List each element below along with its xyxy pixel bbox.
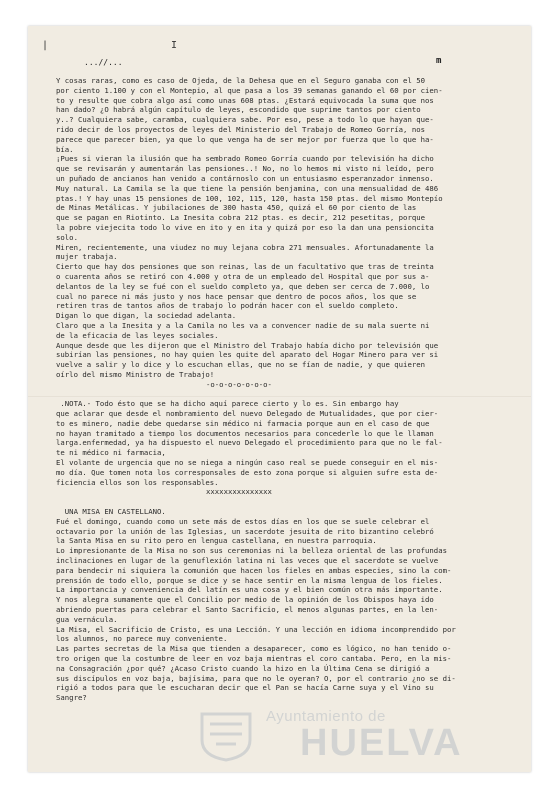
text-line: -o-o-o-o-o-o-o- bbox=[206, 379, 272, 389]
text-line: no hayan tramitado a tiempo los documentos necesarios para concederle lo que le llaman bbox=[56, 428, 434, 438]
text-line: La Misa, el Sacrificio de Cristo, es una Lección. Y una lección en idioma incomprendido por bbox=[56, 624, 456, 634]
text-line: gua vernácula. bbox=[56, 614, 118, 624]
text-line: abriendo puertas para celebrar el Santo Sacrificio, el menos algunas partes, en la len- bbox=[56, 605, 439, 615]
text-line: de la eficacia de las leyes sociales. bbox=[56, 330, 219, 340]
text-line: .NOTA.- Todo ésto que se ha dicho aquí parece cierto y lo es. Sin embargo hay bbox=[56, 399, 399, 409]
text-line: los alumnos, no parece muy conveniente. bbox=[56, 634, 228, 644]
text-line: Digan lo que digan, la sociedad adelanta. bbox=[56, 311, 237, 321]
text-line: retiren tras de tantos años de trabajo lo podrán hacer con el sueldo completo. bbox=[56, 301, 399, 311]
text-line: un puñado de ancianos han venido a contárnoslo con un entusiasmo esperanzador inmenso. bbox=[56, 173, 434, 183]
text-line: to es minero, nadie debe quedarse sin médico ni farmacia porque aun en el caso de que bbox=[56, 418, 430, 428]
text-line: vuelve a salir y lo dice y lo escuchan ellas, que no se fían de nadie, y que quieren bbox=[56, 360, 426, 370]
text-line: por ciento 1.100 y con el Montepio, al que pasa a los 39 semanas ganando el 60 por cien- bbox=[56, 85, 443, 95]
text-line: bía. bbox=[56, 144, 74, 154]
text-line: subirían las pensiones, no hay quien les quite del aparato del Hogar Minero para ver si bbox=[56, 350, 439, 360]
text-line: Claro que a la Inesita y a la Camila no les va a convencer nadie de su mala suerte ni bbox=[56, 320, 430, 330]
watermark-line2: HUELVA bbox=[300, 722, 463, 764]
text-line: mujer trabaja. bbox=[56, 252, 118, 262]
text-line: de Minas Metálicas. Y jubilaciones de 300 hasta 450, quizá el 60 por ciento de las bbox=[56, 203, 417, 213]
text-line: rido decir de los proyectos de leyes del Ministerio del Trabajo de Romeo Gorría, nos bbox=[56, 124, 426, 134]
text-line: para bendecir ni siquiera la comunión que hacen los fieles en ambas especies, sino la com- bbox=[56, 565, 452, 575]
archive-watermark bbox=[196, 706, 526, 766]
text-line bbox=[56, 390, 518, 400]
text-line: Fué el domingo, cuando como un sete más de estos días en los que se suele celebrar el bbox=[56, 516, 430, 526]
watermark-line1: Ayuntamiento de bbox=[266, 708, 386, 725]
text-line: xxxxxxxxxxxxxxx bbox=[206, 487, 272, 497]
text-line: mo día. Que tomen nota los corresponsales de esto zona porque si alguien sufre esta de- bbox=[56, 467, 439, 477]
text-line: y..? Cualquiera sabe, caramba, cualquiera sabe. Por eso, pese a todo lo que hayan que- bbox=[56, 115, 434, 125]
text-line: solo. bbox=[56, 232, 78, 242]
text-line bbox=[56, 497, 518, 507]
handwritten-mark: m bbox=[436, 56, 442, 66]
text-line: inclinaciones en lugar de la genuflexión latina ni las veces que el sacerdote se vuelve bbox=[56, 556, 439, 566]
text-line: Aunque desde que les dijeron que el Ministro del Trabajo había dicho por televisión que bbox=[56, 340, 439, 350]
text-line: han dado? ¿O habrá algún capítulo de leyes, escondido que suprime tantos por ciento bbox=[56, 105, 421, 115]
document-sheet bbox=[28, 26, 531, 772]
text-line: na Consagración ¿por qué? ¿Acaso Cristo cuando la hizo en la Última Cena se dirigió a bbox=[56, 663, 430, 673]
text-line: Muy natural. La Camila se la que tiene la pensión benjamina, con una mensualidad de 486 bbox=[56, 183, 439, 193]
text-line: oírlo del mismo Ministro de Trabajo! bbox=[56, 369, 215, 379]
text-line: larga.enfermedad, ya ha dispuesto el nuevo Delegado el procedimiento para que no le fal- bbox=[56, 438, 443, 448]
text-line: te ni médico ni farmacia, bbox=[56, 448, 166, 458]
text-line: la Santa Misa en su rito pero en lengua castellana, en nuestra parroquia. bbox=[56, 536, 377, 546]
document-body bbox=[56, 76, 518, 703]
text-line: ptas.! Y hay unas 15 pensiones de 100, 102, 115, 120, hasta 150 ptas. del mismo Montepío bbox=[56, 193, 443, 203]
text-line: ficiencia ellos son los responsables. bbox=[56, 477, 219, 487]
text-line: la pobre viejecita todo lo vive en ito y en ita y quizá por eso la dan una pensioncita bbox=[56, 222, 434, 232]
text-line: Y nos alegra sumamente que el Concilio por medio de la opinión de los Obispos haya ido bbox=[56, 595, 434, 605]
text-line: delantos de la ley se fué con el sueldo completo ya, que deben ser cerca de 7.000, lo bbox=[56, 281, 430, 291]
text-line: tro origen que la costumbre de leer en voz baja mientras el coro cantaba. Pero, en la mis- bbox=[56, 654, 452, 664]
text-line: to y resulte que cobra algo así como unas 608 ptas. ¿Estará equivocada la suma que nos bbox=[56, 95, 434, 105]
continuation-mark: ...//... bbox=[84, 58, 123, 67]
text-line: que aclarar que desde el nombramiento del nuevo Delegado de Mutualidades, que por cier- bbox=[56, 409, 439, 419]
text-line: El volante de urgencia que no se niega a ningún caso real se puede conseguir en el mis- bbox=[56, 458, 439, 468]
text-line: Y cosas raras, como es caso de Ojeda, de la Dehesa que en el Seguro ganaba con el 50 bbox=[56, 76, 426, 85]
text-line: Sangre? bbox=[56, 693, 87, 703]
text-line: rigió a todos para que le escucharan decir que el Pan se hacía Carne suya y el Vino su bbox=[56, 683, 434, 693]
city-seal-icon bbox=[196, 710, 256, 762]
text-line: Miren, recientemente, una viudez no muy lejana cobra 271 mensuales. Afortunadamente la bbox=[56, 242, 434, 252]
text-line: UNA MISA EN CASTELLANO. bbox=[56, 507, 166, 517]
text-line: Cierto que hay dos pensiones que son reinas, las de un facultativo que tras de treinta bbox=[56, 262, 434, 272]
text-line: que se revisarán y aumentarán las pensiones..! No, no lo hemos mi visto ni leído, pero bbox=[56, 164, 434, 174]
text-line: octavario por la unión de las Iglesias, un sacerdote jesuita de rito bizantino celebró bbox=[56, 526, 434, 536]
text-line: Lo impresionante de la Misa no son sus ceremonias ni la belleza oriental de las profundas bbox=[56, 546, 447, 556]
text-line: cual no parece ni más justo y nos hace pensar que dentro de pocos años, los que se bbox=[56, 291, 417, 301]
punch-mark: | bbox=[42, 40, 49, 51]
text-line: o cuarenta años se retiró con 4.000 y otra de un empleado del Hospital que por sus a- bbox=[56, 271, 430, 281]
text-line: que se pagan en Riotinto. La Inesita cobra 212 ptas. es decir, 212 pesetitas, porque bbox=[56, 213, 426, 223]
text-line: sus discípulos en voz baja, bajísima, para que no le oyeran? O, por el contrario ¿no se di- bbox=[56, 673, 456, 683]
text-line: parece que parecer bien, ya que lo que venga ha de ser mejor por fuerza que lo que ha- bbox=[56, 134, 434, 144]
text-line: prensión de todo ello, porque se dice y se hace sentir en la misma lengua de los fieles. bbox=[56, 575, 443, 585]
page-top-mark: I bbox=[171, 40, 178, 51]
text-line: Las partes secretas de la Misa que tienden a desaparecer, como es lógico, no han tenido o- bbox=[56, 644, 452, 654]
text-line: ¡Pues si vieran la ilusión que ha sembrado Romeo Gorría cuando por televisión ha dicho bbox=[56, 154, 434, 164]
text-line: La importancia y conveniencia del latín es una cosa y el bien común otra más importante. bbox=[56, 585, 443, 595]
